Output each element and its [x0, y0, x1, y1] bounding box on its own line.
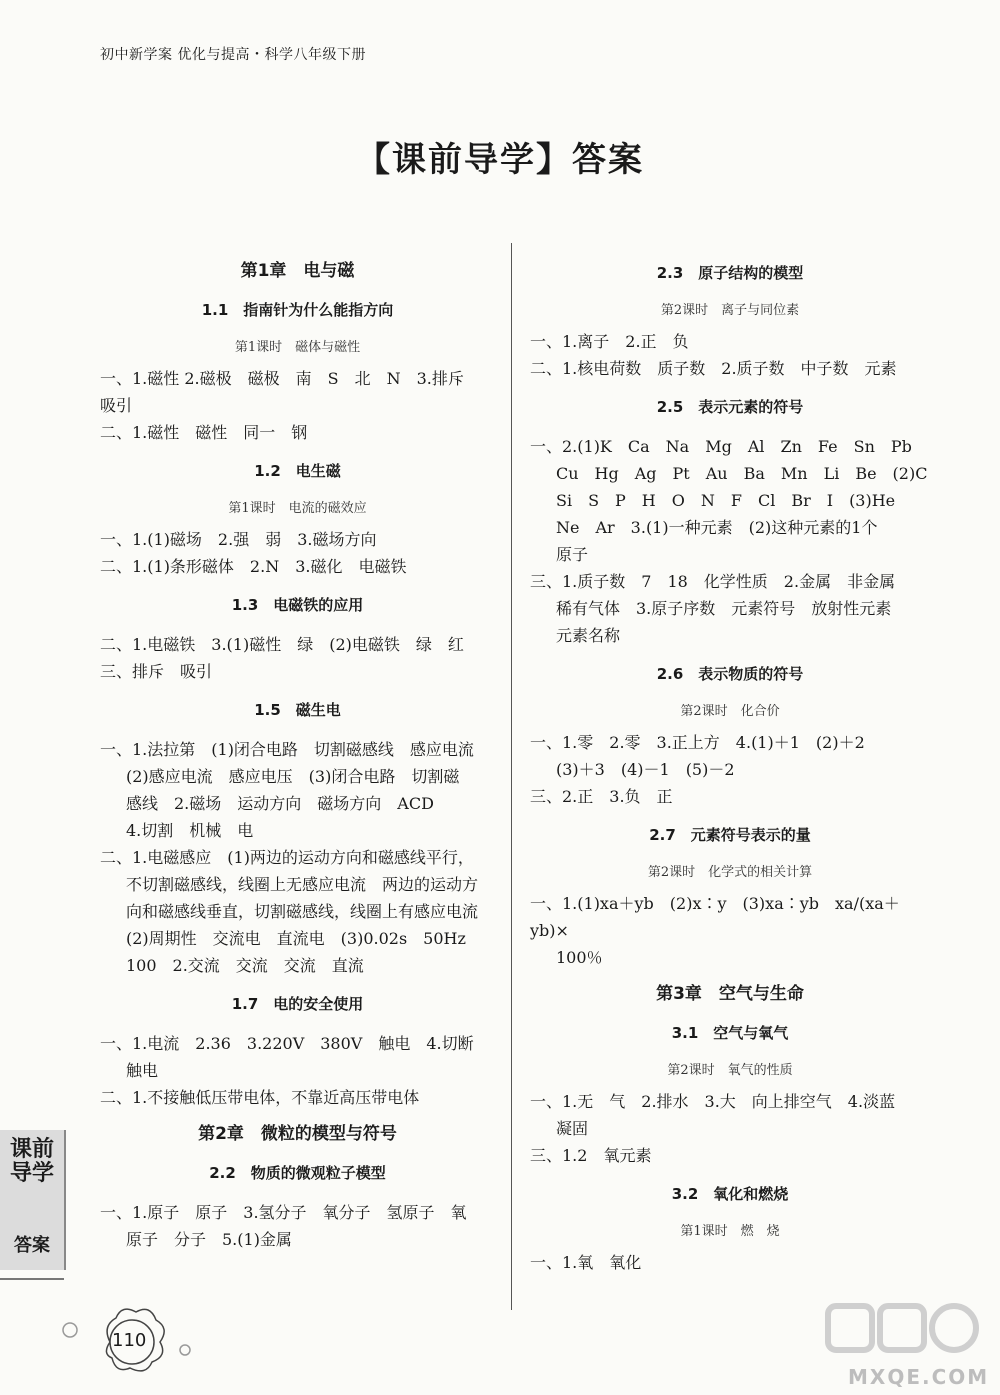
answer-line: 二、1.电磁感应 (1)两边的运动方向和磁感线平行， — [100, 848, 474, 867]
answer-line: 三、1.质子数 7 18 化学性质 2.金属 非金属 — [530, 572, 896, 591]
section-heading: 2.6 表示物质的符号 — [656, 665, 804, 683]
section-heading: 1.3 电磁铁的应用 — [231, 596, 364, 614]
chapter-heading: 第2章 微粒的模型与符号 — [198, 1124, 397, 1144]
answer-line-continued: 不切割磁感线，线圈上无感应电流 两边的运动方 — [126, 875, 479, 894]
answer-line-continued: 向和磁感线垂直，切割磁感线，线圈上有感应电流 — [126, 902, 479, 921]
answer-line: 三、排斥 吸引 — [100, 662, 213, 681]
answer-line: 一、1.磁性 2.磁极 磁极 南 S 北 N 3.排斥 吸引 — [100, 369, 480, 415]
lesson-subheading: 第2课时 离子与同位素 — [660, 303, 800, 318]
answer-line: 一、1.法拉第 (1)闭合电路 切割磁感线 感应电流 — [100, 740, 474, 759]
section-heading: 1.5 磁生电 — [254, 701, 341, 719]
section-heading: 1.2 电生磁 — [254, 462, 341, 480]
lesson-subheading: 第1课时 电流的磁效应 — [228, 501, 367, 516]
lesson-subheading: 第2课时 化学式的相关计算 — [647, 865, 813, 880]
answer-line: 一、1.(1)磁场 2.强 弱 3.磁场方向 — [100, 530, 377, 549]
answer-line-continued: 元素名称 — [556, 626, 621, 645]
answer-line-continued: 100 2.交流 交流 交流 直流 — [126, 956, 364, 975]
answer-line: 一、1.离子 2.正 负 — [530, 332, 689, 351]
answer-line: 一、1.电流 2.36 3.220V 380V 触电 4.切断 — [100, 1034, 474, 1053]
answer-line-continued: 触电 — [126, 1061, 159, 1080]
answer-line-continued: Cu Hg Ag Pt Au Ba Mn Li Be (2)C — [556, 464, 928, 483]
section-heading: 2.3 原子结构的模型 — [656, 264, 804, 282]
answer-line-continued: 100％ — [556, 948, 603, 967]
section-heading: 2.7 元素符号表示的量 — [649, 826, 811, 844]
lesson-subheading: 第2课时 化合价 — [680, 704, 780, 719]
answer-line: 一、1.(1)xa＋yb (2)x∶y (3)xa∶yb xa/(xa＋yb)× — [530, 894, 900, 940]
answer-line-continued: 稀有气体 3.原子序数 元素符号 放射性元素 — [556, 599, 892, 618]
answer-line: 二、1.电磁铁 3.(1)磁性 绿 (2)电磁铁 绿 红 — [100, 635, 464, 654]
answer-line-continued: 原子 分子 5.(1)金属 — [126, 1230, 292, 1249]
section-heading: 3.1 空气与氧气 — [671, 1024, 789, 1042]
lesson-subheading: 第1课时 磁体与磁性 — [234, 340, 361, 355]
answer-line: 一、2.(1)K Ca Na Mg Al Zn Fe Sn Pb — [530, 437, 912, 456]
answer-line-continued: 感线 2.磁场 运动方向 磁场方向 ACD — [126, 794, 434, 813]
lesson-subheading: 第1课时 燃 烧 — [680, 1224, 780, 1239]
section-heading: 2.2 物质的微观粒子模型 — [209, 1164, 386, 1182]
side-tab-sublabel: 答案 — [14, 1235, 50, 1256]
running-header: 初中新学案 优化与提高・科学八年级下册 — [100, 47, 366, 63]
answer-line: 一、1.氧 氧化 — [530, 1253, 642, 1272]
answer-line: 一、1.无 气 2.排水 3.大 向上排空气 4.淡蓝 — [530, 1092, 896, 1111]
answer-line: 一、1.原子 原子 3.氢分子 氧分子 氢原子 氧 — [100, 1203, 467, 1222]
answer-line-continued: 4.切割 机械 电 — [126, 821, 254, 840]
answer-line-continued: Si S P H O N F Cl Br I (3)He — [556, 491, 896, 510]
answer-line-continued: Ne Ar 3.(1)一种元素 (2)这种元素的1个 — [556, 518, 878, 537]
answer-line: 二、1.磁性 磁性 同一 钢 — [100, 423, 308, 442]
section-heading: 2.5 表示元素的符号 — [656, 398, 804, 416]
answer-line: 二、1.核电荷数 质子数 2.质子数 中子数 元素 — [530, 359, 897, 378]
section-side-tab — [0, 1130, 66, 1270]
left-column — [100, 248, 495, 1253]
page-title: 【课前导学】答案 — [356, 140, 644, 180]
answer-line: 一、1.零 2.零 3.正上方 4.(1)＋1 (2)＋2 — [530, 733, 865, 752]
answer-line: 三、1.2 氧元素 — [530, 1146, 652, 1165]
answer-line-continued: (2)感应电流 感应电压 (3)闭合电路 切割磁 — [126, 767, 460, 786]
answer-line: 三、2.正 3.负 正 — [530, 787, 673, 806]
answer-line: 二、1.(1)条形磁体 2.N 3.磁化 电磁铁 — [100, 557, 407, 576]
page-number: 110 — [112, 1330, 147, 1351]
right-column — [530, 248, 930, 1276]
chapter-heading: 第1章 电与磁 — [240, 261, 355, 281]
section-heading: 1.1 指南针为什么能指方向 — [201, 301, 394, 319]
answer-line-continued: (3)＋3 (4)－1 (5)－2 — [556, 760, 735, 779]
section-heading: 1.7 电的安全使用 — [231, 995, 364, 1013]
answer-line-continued: 凝固 — [556, 1119, 589, 1138]
side-tab-label: 课前导学 — [9, 1137, 54, 1186]
side-tab-rule — [0, 1278, 64, 1280]
answer-line: 二、1.不接触低压带电体，不靠近高压带电体 — [100, 1088, 420, 1107]
watermark-text: MXQE.COM — [848, 1365, 990, 1389]
chapter-heading: 第3章 空气与生命 — [656, 984, 804, 1004]
lesson-subheading: 第2课时 氧气的性质 — [667, 1063, 793, 1078]
column-divider — [511, 243, 512, 1310]
section-heading: 3.2 氧化和燃烧 — [671, 1185, 789, 1203]
answer-line-continued: 原子 — [556, 545, 589, 564]
answer-line-continued: (2)周期性 交流电 直流电 (3)0.02s 50Hz — [126, 929, 466, 948]
